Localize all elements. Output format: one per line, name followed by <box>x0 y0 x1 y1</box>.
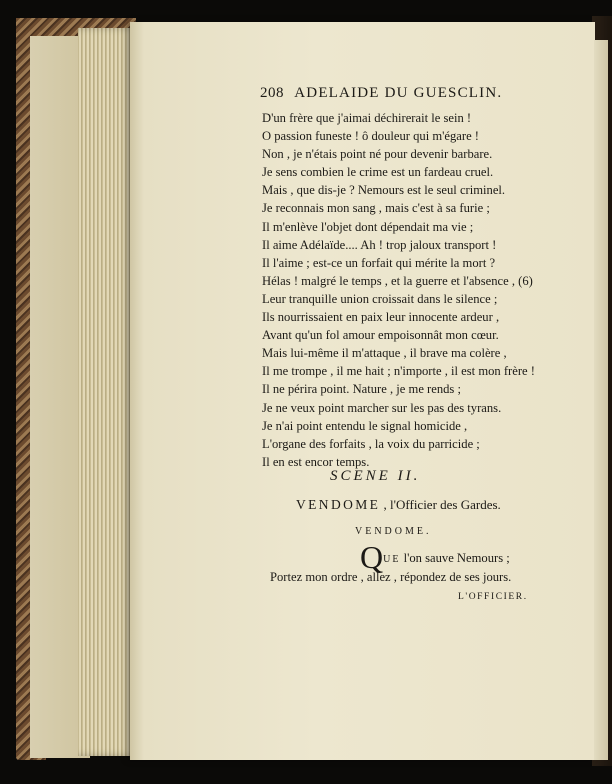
verse-line: Je ne veux point marcher sur les pas des tyrans. <box>262 400 502 415</box>
drop-smallcap: UE <box>383 554 401 565</box>
character-rest: , l'Officier des Gardes. <box>383 497 501 512</box>
verse-line: Il aime Adélaïde.... Ah ! trop jaloux transport ! <box>262 237 497 252</box>
running-header <box>260 85 560 107</box>
speaker-label: L'OFFICIER. <box>458 592 528 602</box>
scene-characters <box>296 497 556 513</box>
speech-line-rest: l'on sauve Nemours ; <box>400 551 510 565</box>
verse-line: Je n'ai point entendu le signal homicide , <box>262 418 468 433</box>
verse-line: Il en est encor temps. <box>262 454 370 469</box>
verse-line: Il ne périra point. Nature , je me rends ; <box>262 382 461 397</box>
page-number: 208 <box>260 85 284 101</box>
verse-line: Non , je n'étais point né pour devenir barbare. <box>262 147 493 162</box>
character-name: VENDOME <box>296 497 381 512</box>
running-title: ADELAIDE DU GUESCLIN. <box>294 85 503 101</box>
verse-line: Ils nourrissaient en paix leur innocente ardeur , <box>262 310 500 325</box>
verse-line: D'un frère que j'aimai déchirerait le sein ! <box>262 111 472 125</box>
drop-cap: Q <box>360 539 384 575</box>
verse-line: Mais lui-même il m'attaque , il brave ma colère , <box>262 346 507 361</box>
page-edge-right <box>594 40 608 760</box>
verse-line: Il m'enlève l'objet dont dépendait ma vie ; <box>262 219 474 234</box>
verse-line: Il l'aime ; est-ce un forfait qui mérite la mort ? <box>262 255 496 270</box>
verse-line: Mais , que dis-je ? Nemours est le seul criminel. <box>262 183 506 198</box>
verse-line: L'organe des forfaits , la voix du parricide ; <box>262 436 480 451</box>
verse-line: Je sens combien le crime est un fardeau cruel. <box>262 165 494 180</box>
verse-line: Je reconnais mon sang , mais c'est à sa furie ; <box>262 201 490 216</box>
scene-heading: SCENE II. <box>330 468 421 484</box>
verse-block <box>262 109 552 471</box>
page-stack <box>78 28 138 756</box>
verse-line: O passion funeste ! ô douleur qui m'égare ! <box>262 129 480 144</box>
verse-line: Avant qu'un fol amour empoisonnât mon cœur. <box>262 328 499 343</box>
verse-line: Hélas ! malgré le temps , et la guerre et l'absence , (6) <box>262 273 533 288</box>
speaker-label: VENDOME. <box>355 526 432 537</box>
verse-line: Leur tranquille union croissait dans le silence ; <box>262 291 498 306</box>
speech-line: Portez mon ordre , allez , répondez de ses jours. <box>270 570 512 584</box>
verse-line: Il me trompe , il me hait ; n'importe , il est mon frère ! <box>262 364 535 379</box>
